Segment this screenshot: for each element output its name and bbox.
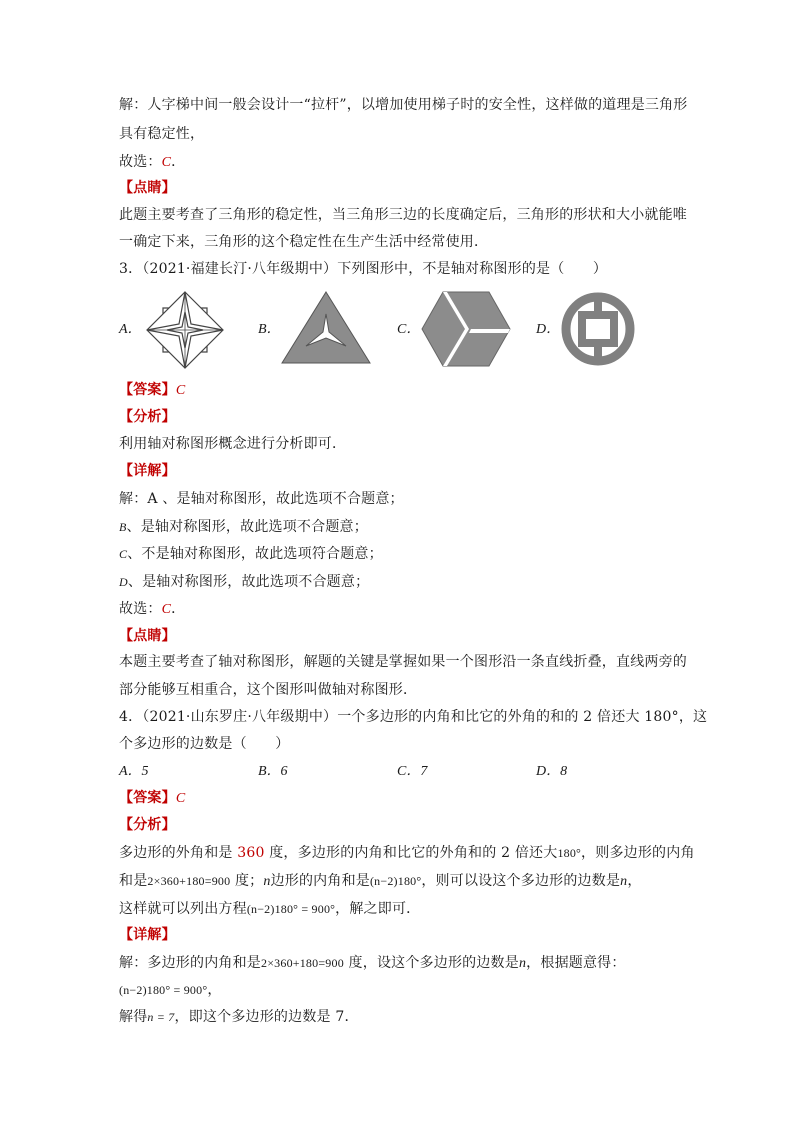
q4-detail-heading: 【详解】 bbox=[119, 927, 176, 943]
q3-dianjing-heading: 【点睛】 bbox=[119, 628, 176, 644]
q4-choice-a: A．5 bbox=[119, 764, 149, 779]
bank-logo-inner-square bbox=[590, 323, 606, 335]
solution-line-2: 具有稳定性， bbox=[119, 126, 205, 142]
q4-detail-3: 解得n = 7，即这个多边形的边数是 7． bbox=[119, 1009, 359, 1025]
compass-star-figure bbox=[145, 290, 225, 370]
q4-analysis-2: 和是2×360+180=900 度；n边形的内角和是(n−2)180°，则可以设这个多边形的边数是n， bbox=[119, 873, 642, 889]
bank-logo-figure bbox=[560, 291, 636, 367]
triangle-figure bbox=[280, 290, 372, 366]
q4-choice-c: C．7 bbox=[397, 764, 428, 779]
q4-answer: 【答案】C bbox=[119, 790, 186, 806]
q3-dianjing-2: 部分能够互相重合，这个图形叫做轴对称图形． bbox=[119, 682, 418, 698]
q3-analysis-heading: 【分析】 bbox=[119, 409, 176, 425]
option-a-label: A． bbox=[119, 322, 142, 337]
q3-dianjing-1: 本题主要考查了轴对称图形，解题的关键是掌握如果一个图形沿一条直线折叠，直线两旁的 bbox=[119, 654, 687, 670]
option-c-label: C． bbox=[397, 322, 421, 337]
q4-detail-1: 解：多边形的内角和是2×360+180=900 度，设这个多边形的边数是n，根据题意得： bbox=[119, 955, 626, 971]
q3-analysis-text: 利用轴对称图形概念进行分析即可． bbox=[119, 436, 347, 452]
option-b-label: B． bbox=[258, 322, 281, 337]
dianjing-line-1: 此题主要考查了三角形的稳定性，当三角形三边的长度确定后，三角形的形状和大小就能唯 bbox=[119, 207, 687, 223]
q3-detail-1: 解：A 、是轴对称图形，故此选项不合题意； bbox=[119, 491, 404, 507]
question-4-stem-2: 个多边形的边数是（ ） bbox=[119, 736, 290, 752]
q3-detail-2: B、是轴对称图形，故此选项不合题意； bbox=[119, 519, 368, 535]
q3-detail-4: D、是轴对称图形，故此选项不合题意； bbox=[119, 574, 370, 590]
dianjing-heading: 【点睛】 bbox=[119, 180, 176, 196]
q4-analysis-3: 这样就可以列出方程(n−2)180° = 900°，解之即可． bbox=[119, 901, 421, 917]
q3-detail-heading: 【详解】 bbox=[119, 463, 176, 479]
q4-choice-b: B．6 bbox=[258, 764, 288, 779]
q4-analysis-1: 多边形的外角和是 360 度，多边形的内角和比它的外角和的 2 倍还大180°，则多边形的内角 bbox=[119, 845, 695, 861]
option-d-label: D． bbox=[536, 322, 561, 337]
q4-analysis-heading: 【分析】 bbox=[119, 817, 176, 833]
q4-detail-2: (n−2)180° = 900°， bbox=[119, 982, 222, 998]
q3-answer: 【答案】C bbox=[119, 382, 186, 398]
q3-selection: 故选：C． bbox=[119, 601, 186, 617]
answer-line: 故选：C． bbox=[119, 154, 186, 170]
dianjing-line-2: 一确定下来，三角形的这个稳定性在生产生活中经常使用． bbox=[119, 234, 489, 250]
hexagon-cube-figure bbox=[421, 290, 511, 368]
q4-choice-d: D．8 bbox=[536, 764, 568, 779]
q3-detail-3: C、不是轴对称图形，故此选项符合题意； bbox=[119, 546, 383, 562]
solution-line-1: 解：人字梯中间一般会设计一“拉杆”，以增加使用梯子时的安全性，这样做的道理是三角形 bbox=[119, 97, 688, 113]
hexagon-gap-right bbox=[469, 329, 510, 333]
question-3-stem: 3．（2021·福建长汀·八年级期中）下列图形中，不是轴对称图形的是（ ） bbox=[119, 261, 608, 277]
question-4-stem-1: 4．（2021·山东罗庄·八年级期中）一个多边形的内角和比它的外角的和的 2 倍还大 180°，这 bbox=[119, 709, 708, 725]
